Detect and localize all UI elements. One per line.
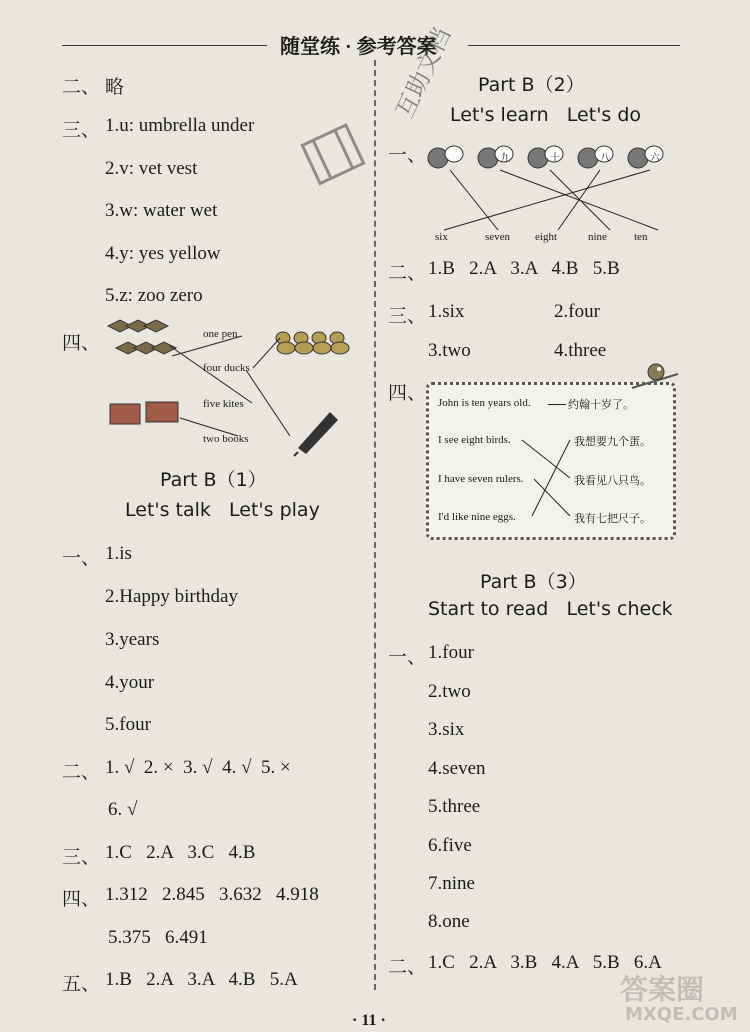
s4-label-two-books: two books xyxy=(203,433,249,445)
b2-num-9: 九 xyxy=(500,153,510,164)
page-number: · 11 · xyxy=(352,1012,386,1029)
b3-s1-item-1: 1.four xyxy=(428,642,474,663)
b2-word-ten: ten xyxy=(634,231,648,243)
b1-s3-num: 三、 xyxy=(62,847,101,868)
partB2-subtitle: Let's learn Let's do xyxy=(450,104,642,126)
b2-num-8: 八 xyxy=(600,153,610,164)
s4-label-five-kites: five kites xyxy=(203,398,244,410)
b2-s4-num: 四、 xyxy=(388,383,427,404)
b2-word-eight: eight xyxy=(535,231,557,243)
b2-word-nine: nine xyxy=(588,231,607,243)
matching-lines xyxy=(444,170,658,230)
sentence-en-3: I'd like nine eggs. xyxy=(438,511,516,523)
pen-icon xyxy=(294,412,338,456)
sentence-zh-3: 我有七把尺子。 xyxy=(574,512,651,525)
b2-num-6: 六 xyxy=(650,153,660,164)
b1-s3-text: 1.C 2.A 3.C 4.B xyxy=(105,842,256,863)
b2-word-seven: seven xyxy=(485,231,511,243)
b1-s1-item-3: 3.years xyxy=(105,629,160,650)
watermark-text: MXQE.COM xyxy=(625,1004,738,1025)
partB1-subtitle: Let's talk Let's play xyxy=(125,499,320,521)
header-title: 随堂练 · 参考答案 xyxy=(280,36,437,58)
b2-s3-num: 三、 xyxy=(388,306,427,327)
duck-icon xyxy=(276,332,349,354)
b1-s2-line1: 1. √ 2. × 3. √ 4. √ 5. × xyxy=(105,757,291,778)
s4-label-four-ducks: four ducks xyxy=(203,362,250,374)
s3-item-3: 3.w: water wet xyxy=(105,200,218,221)
b2-num-10: 十 xyxy=(550,153,560,164)
s4-num: 四、 xyxy=(62,333,101,354)
b1-s1-item-2: 2.Happy birthday xyxy=(105,586,238,607)
b3-s1-item-2: 2.two xyxy=(428,681,471,702)
s2-text: 略 xyxy=(105,77,125,98)
s2-num: 二、 xyxy=(62,77,101,98)
b2-word-six: six xyxy=(435,231,448,243)
b2-s2-num: 二、 xyxy=(388,263,427,284)
s3-item-2: 2.v: vet vest xyxy=(105,158,198,179)
b3-s1-item-6: 6.five xyxy=(428,835,472,856)
sentence-zh-2: 我看见八只鸟。 xyxy=(574,474,651,487)
sentence-en-1: I see eight birds. xyxy=(438,434,511,446)
b2-s3-item-4: 4.three xyxy=(554,340,607,361)
b1-s1-item-1: 1.is xyxy=(105,543,132,564)
sentence-matching-lines xyxy=(426,382,670,534)
matching-lines xyxy=(170,336,290,436)
b3-s2-text: 1.C 2.A 3.B 4.A 5.B 6.A xyxy=(428,952,662,973)
partB3-subtitle: Start to read Let's check xyxy=(428,598,673,620)
b1-s2-line2: 6. √ xyxy=(108,799,138,820)
s3-item-5: 5.z: zoo zero xyxy=(105,285,203,306)
example-en: John is ten years old. xyxy=(438,397,531,409)
watermark-logo: 答案圈 xyxy=(620,973,705,1006)
b1-s4-line2: 5.375 6.491 xyxy=(108,927,208,948)
b1-s2-num: 二、 xyxy=(62,762,101,783)
b1-s1-num: 一、 xyxy=(62,548,101,569)
b1-s1-item-4: 4.your xyxy=(105,672,155,693)
b3-s1-num: 一、 xyxy=(388,647,427,668)
b2-s3-item-2: 2.four xyxy=(554,301,600,322)
s3-num: 三、 xyxy=(62,120,101,141)
b2-s3-item-1: 1.six xyxy=(428,301,465,322)
b2-s1-num: 一、 xyxy=(388,145,427,166)
partB3-title: Part B（3） xyxy=(480,571,587,593)
partB2-title: Part B（2） xyxy=(478,74,585,96)
stamp-text: 互助文档 xyxy=(390,23,457,123)
b1-s4-line1: 1.312 2.845 3.632 4.918 xyxy=(105,884,319,905)
partB1-title: Part B（1） xyxy=(160,469,267,491)
b2-s2-text: 1.B 2.A 3.A 4.B 5.B xyxy=(428,258,620,279)
b3-s1-item-8: 8.one xyxy=(428,911,470,932)
s3-item-1: 1.u: umbrella under xyxy=(105,115,255,136)
kite-icon xyxy=(108,320,176,354)
b3-s2-num: 二、 xyxy=(388,957,427,978)
s4-label-one-pen: one pen xyxy=(203,328,238,340)
b3-s1-item-5: 5.three xyxy=(428,796,481,817)
b1-s5-num: 五、 xyxy=(62,974,101,995)
sentence-zh-1: 我想要九个蛋。 xyxy=(574,435,651,448)
sentence-en-2: I have seven rulers. xyxy=(438,473,524,485)
b3-s1-item-4: 4.seven xyxy=(428,758,486,779)
s3-item-4: 4.y: yes yellow xyxy=(105,243,221,264)
example-zh: 约翰十岁了。 xyxy=(568,398,634,411)
stamp-overlay xyxy=(292,72,462,222)
b1-s5-text: 1.B 2.A 3.A 4.B 5.A xyxy=(105,969,298,990)
b3-s1-item-3: 3.six xyxy=(428,719,465,740)
b1-s4-num: 四、 xyxy=(62,889,101,910)
b3-s1-item-7: 7.nine xyxy=(428,873,475,894)
book-icon xyxy=(110,402,178,424)
b1-s1-item-5: 5.four xyxy=(105,714,151,735)
header-rule-right xyxy=(468,45,680,46)
b2-s3-item-3: 3.two xyxy=(428,340,471,361)
header-rule-left xyxy=(62,45,267,46)
